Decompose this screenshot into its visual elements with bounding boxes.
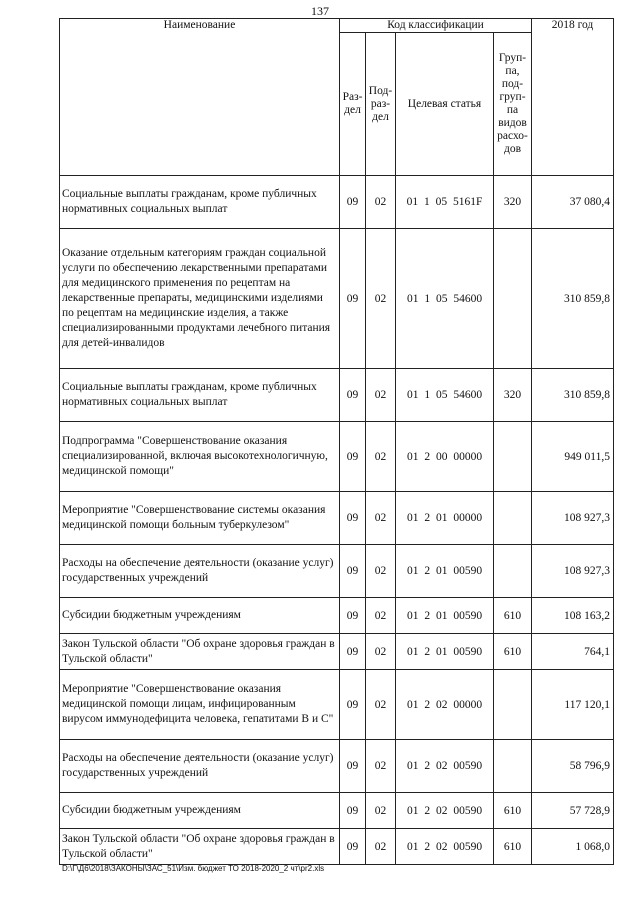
cell-group (494, 492, 532, 545)
cell-podrazdel: 02 (366, 545, 396, 598)
cell-razdel: 09 (340, 670, 366, 740)
cell-amount: 310 859,8 (532, 229, 614, 369)
cell-razdel: 09 (340, 176, 366, 229)
cell-name: Социальные выплаты гражданам, кроме публичных нормативных социальных выплат (60, 369, 340, 422)
cell-podrazdel: 02 (366, 492, 396, 545)
cell-razdel: 09 (340, 492, 366, 545)
cell-group (494, 670, 532, 740)
cell-podrazdel: 02 (366, 740, 396, 793)
cell-cs: 01 1 05 5161F (396, 176, 494, 229)
cell-group (494, 545, 532, 598)
cell-razdel: 09 (340, 422, 366, 492)
cell-name: Социальные выплаты гражданам, кроме публичных нормативных социальных выплат (60, 176, 340, 229)
cell-group: 610 (494, 793, 532, 829)
cell-cs: 01 2 02 00000 (396, 670, 494, 740)
cell-podrazdel: 02 (366, 670, 396, 740)
cell-razdel: 09 (340, 229, 366, 369)
cell-group (494, 422, 532, 492)
cell-name: Субсидии бюджетным учреждениям (60, 793, 340, 829)
cell-amount: 764,1 (532, 634, 614, 670)
cell-podrazdel: 02 (366, 598, 396, 634)
cell-name: Оказание отдельным категориям граждан социальной услуги по обеспечению лекарственными препаратами для медицинского применения по рецептам на лекарственные препараты, медицинскими изделиями по рецептам на медицинские изделия, а также специализированными продуктами лечебного питания для детей-инвалидов (60, 229, 340, 369)
cell-razdel: 09 (340, 369, 366, 422)
cell-amount: 310 859,8 (532, 369, 614, 422)
table-row (60, 793, 614, 829)
cell-cs: 01 2 01 00000 (396, 492, 494, 545)
cell-name: Расходы на обеспечение деятельности (оказание услуг) государственных учреждений (60, 740, 340, 793)
cell-group: 320 (494, 369, 532, 422)
cell-razdel: 09 (340, 829, 366, 865)
col-header-year: 2018 год (532, 19, 614, 176)
table-row (60, 229, 614, 369)
cell-razdel: 09 (340, 545, 366, 598)
cell-cs: 01 2 01 00590 (396, 634, 494, 670)
col-header-razdel: Раз- дел (340, 33, 366, 176)
col-header-group: Груп- па, под- груп- па видов расхо- дов (494, 33, 532, 176)
cell-cs: 01 2 02 00590 (396, 829, 494, 865)
cell-razdel: 09 (340, 740, 366, 793)
cell-cs: 01 2 01 00590 (396, 598, 494, 634)
cell-name: Закон Тульской области "Об охране здоровья граждан в Тульской области" (60, 634, 340, 670)
header-row (60, 19, 614, 33)
table-row (60, 829, 614, 865)
cell-name: Мероприятие "Совершенствование оказания медицинской помощи лицам, инфицированным вирусом иммунодефицита человека, гепатитами В и С" (60, 670, 340, 740)
table-row (60, 422, 614, 492)
cell-group: 610 (494, 829, 532, 865)
col-header-name: Наименование (60, 19, 340, 176)
col-header-code: Код классификации (340, 19, 532, 33)
cell-group: 320 (494, 176, 532, 229)
cell-podrazdel: 02 (366, 229, 396, 369)
cell-amount: 57 728,9 (532, 793, 614, 829)
cell-cs: 01 2 02 00590 (396, 740, 494, 793)
file-path-footer: D:\Г\Д6\2018\ЗАКОНЫ\ЗАС_51\Изм. бюджет ТО 2018-2020_2 чт\pr2.xls (62, 864, 325, 873)
cell-group (494, 740, 532, 793)
cell-name: Субсидии бюджетным учреждениям (60, 598, 340, 634)
table-row (60, 176, 614, 229)
col-header-target: Целевая статья (396, 33, 494, 176)
page-number: 137 (311, 4, 329, 18)
cell-amount: 58 796,9 (532, 740, 614, 793)
cell-amount: 108 927,3 (532, 545, 614, 598)
cell-amount: 108 163,2 (532, 598, 614, 634)
cell-name: Расходы на обеспечение деятельности (оказание услуг) государственных учреждений (60, 545, 340, 598)
cell-group (494, 229, 532, 369)
table-row (60, 598, 614, 634)
cell-name: Мероприятие "Совершенствование системы оказания медицинской помощи больным туберкулезом" (60, 492, 340, 545)
cell-podrazdel: 02 (366, 829, 396, 865)
cell-podrazdel: 02 (366, 176, 396, 229)
table-row (60, 492, 614, 545)
col-header-podrazdel: Под- раз- дел (366, 33, 396, 176)
budget-table (59, 18, 614, 865)
cell-cs: 01 2 02 00590 (396, 793, 494, 829)
cell-cs: 01 2 00 00000 (396, 422, 494, 492)
cell-podrazdel: 02 (366, 369, 396, 422)
table-row (60, 369, 614, 422)
cell-amount: 949 011,5 (532, 422, 614, 492)
cell-amount: 117 120,1 (532, 670, 614, 740)
cell-amount: 1 068,0 (532, 829, 614, 865)
cell-podrazdel: 02 (366, 793, 396, 829)
cell-razdel: 09 (340, 598, 366, 634)
table-row (60, 740, 614, 793)
cell-cs: 01 2 01 00590 (396, 545, 494, 598)
table-row (60, 545, 614, 598)
cell-group: 610 (494, 634, 532, 670)
cell-cs: 01 1 05 54600 (396, 369, 494, 422)
cell-amount: 108 927,3 (532, 492, 614, 545)
cell-cs: 01 1 05 54600 (396, 229, 494, 369)
cell-name: Подпрограмма "Совершенствование оказания специализированной, включая высокотехнологичную, медицинской помощи" (60, 422, 340, 492)
cell-podrazdel: 02 (366, 634, 396, 670)
table-row (60, 670, 614, 740)
table-row (60, 634, 614, 670)
cell-razdel: 09 (340, 634, 366, 670)
cell-name: Закон Тульской области "Об охране здоровья граждан в Тульской области" (60, 829, 340, 865)
cell-group: 610 (494, 598, 532, 634)
cell-amount: 37 080,4 (532, 176, 614, 229)
cell-razdel: 09 (340, 793, 366, 829)
cell-podrazdel: 02 (366, 422, 396, 492)
